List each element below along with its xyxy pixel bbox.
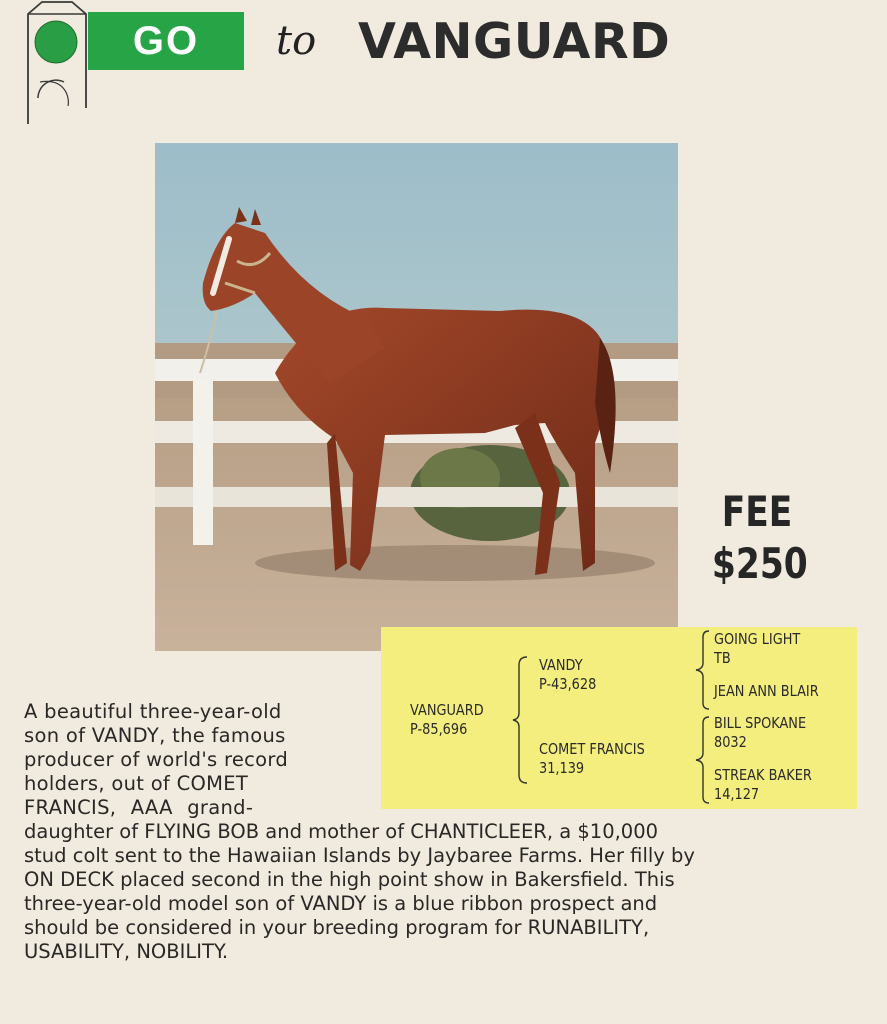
sire-sire-name: GOING LIGHT [714, 630, 801, 648]
description-line: ON DECK placed second in the high point show in Bakersfield. This [24, 868, 675, 891]
description-line: producer of world's record [24, 748, 289, 771]
sire-sire-reg: TB [714, 649, 731, 667]
pedigree-chart [381, 627, 857, 809]
dam-sire-name: BILL SPOKANE [714, 714, 807, 732]
go-label: GO [132, 18, 200, 63]
traffic-light-logo [24, 0, 88, 124]
fee-label: FEE [721, 487, 793, 536]
dam-name: COMET FRANCIS [539, 740, 645, 758]
description-line: son of VANDY, the famous [24, 724, 286, 747]
sire-dam-entry [714, 682, 819, 701]
description-line: holders, out of COMET [24, 772, 249, 795]
description-line: three-year-old model son of VANDY is a blue ribbon prospect and [24, 892, 658, 915]
description-line: stud colt sent to the Hawaiian Islands by Jaybaree Farms. Her filly by [24, 844, 695, 867]
description-line: daughter of FLYING BOB and mother of CHANTICLEER, a $10,000 [24, 820, 659, 843]
horse-entry [410, 701, 484, 739]
dam-dam-entry [714, 766, 812, 804]
horse-name: VANGUARD [410, 701, 484, 719]
description-line: A beautiful three-year-old [24, 700, 282, 723]
description-line: should be considered in your breeding program for RUNABILITY, [24, 916, 650, 939]
description-line: FRANCIS, AAA grand- [24, 796, 254, 819]
page-title: VANGUARD [358, 13, 671, 70]
dam-entry [539, 740, 645, 778]
description-line: USABILITY, NOBILITY. [24, 940, 229, 963]
dam-reg: 31,139 [539, 759, 585, 777]
fee-amount: $250 [711, 539, 808, 588]
dam-sire-entry [714, 714, 806, 752]
dam-sire-reg: 8032 [714, 733, 747, 751]
brace-icon [691, 629, 711, 711]
sire-entry [539, 656, 596, 694]
dam-dam-name: STREAK BAKER [714, 766, 812, 784]
brace-icon [691, 715, 711, 805]
sire-name: VANDY [539, 656, 583, 674]
go-banner [88, 12, 244, 70]
to-label: to [276, 18, 317, 64]
brace-icon [509, 655, 529, 785]
horse-reg: P-85,696 [410, 720, 468, 738]
dam-dam-reg: 14,127 [714, 785, 760, 803]
sire-sire-entry [714, 630, 800, 668]
sire-dam-name: JEAN ANN BLAIR [714, 682, 819, 700]
unlit-light-icon [38, 80, 64, 98]
stud-fee [702, 486, 812, 590]
sire-reg: P-43,628 [539, 675, 597, 693]
horse-photo [155, 143, 678, 651]
